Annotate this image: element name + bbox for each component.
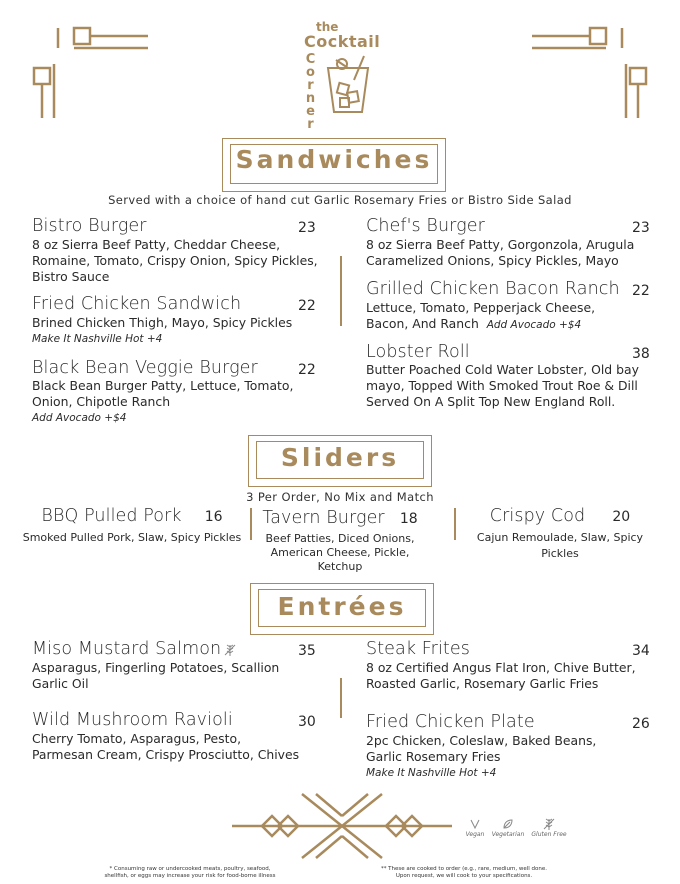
addon-text: Make It Nashville Hot +4 <box>32 333 163 345</box>
item-desc <box>32 315 292 347</box>
desc-line: Roasted Garlic, Rosemary Garlic Fries <box>366 676 599 691</box>
desc-line: 8 oz Sierra Beef Patty, Gorgonzola, Arugula <box>366 237 635 252</box>
gluten-free-icon <box>543 817 555 831</box>
item-name: Fried Chicken Sandwich <box>32 294 242 314</box>
item-desc <box>32 237 318 285</box>
legend-vegan: Vegan <box>465 831 485 838</box>
item-price: 23 <box>632 220 650 236</box>
desc-line: 2pc Chicken, Coleslaw, Baked Beans, <box>366 733 597 748</box>
sandwiches-title: Sandwiches <box>235 145 433 174</box>
desc-line: Garlic Oil <box>32 676 89 691</box>
footer-note-left <box>100 866 280 880</box>
cocktail-glass-icon <box>324 54 372 116</box>
item-desc <box>252 532 428 574</box>
item-desc <box>366 660 636 692</box>
desc-line: Caramelized Onions, Spicy Pickles, Mayo <box>366 253 619 268</box>
item-name: Chef's Burger <box>366 216 485 236</box>
item-price: 18 <box>399 511 418 527</box>
item-price: 16 <box>204 509 223 525</box>
slider-heading <box>252 508 428 528</box>
slider-item <box>460 506 660 562</box>
art-deco-ornament <box>232 792 452 860</box>
desc-line-with-addon <box>366 316 595 333</box>
logo <box>296 20 386 130</box>
item-name: Miso Mustard Salmon <box>32 639 222 659</box>
corner-ornament-right <box>530 20 650 120</box>
slider-divider <box>454 508 456 540</box>
item-price: 35 <box>298 643 316 659</box>
item-price: 22 <box>298 298 316 314</box>
item-price: 38 <box>632 346 650 362</box>
desc-line: 8 oz Sierra Beef Patty, Cheddar Cheese, <box>32 237 281 252</box>
desc-line: Black Bean Burger Patty, Lettuce, Tomato, <box>32 378 294 393</box>
item-desc <box>366 300 595 333</box>
item-desc <box>32 660 279 692</box>
desc-line: Lettuce, Tomato, Pepperjack Cheese, <box>366 300 596 315</box>
item-name: Grilled Chicken Bacon Ranch <box>366 279 620 299</box>
logo-corner-text: Corner <box>303 52 318 130</box>
item-price: 23 <box>298 220 316 236</box>
gluten-free-icon <box>224 643 236 657</box>
addon-text: Add Avocado +$4 <box>32 412 127 424</box>
item-price: 26 <box>632 716 650 732</box>
desc-line: Garlic Rosemary Fries <box>366 749 501 764</box>
slider-item <box>22 506 242 546</box>
desc-line: Brined Chicken Thigh, Mayo, Spicy Pickles <box>32 315 293 330</box>
entrees-title: Entrées <box>277 592 407 621</box>
vegan-icon <box>469 818 481 830</box>
item-price: 22 <box>298 362 316 378</box>
item-name: Black Bean Veggie Burger <box>32 358 258 378</box>
item-name: BBQ Pulled Pork <box>41 506 182 526</box>
slider-heading <box>460 506 660 526</box>
desc-line: mayo, Topped With Smoked Trout Roe & Dill <box>366 378 638 393</box>
legend-vegetarian: Vegetarian <box>491 831 525 838</box>
sandwiches-subtitle: Served with a choice of hand cut Garlic Rosemary Fries or Bistro Side Salad <box>108 193 572 207</box>
item-name: Steak Frites <box>366 639 470 659</box>
item-price: 22 <box>632 283 650 299</box>
desc-line: Bacon, And Ranch <box>366 316 479 331</box>
item-name: Crispy Cod <box>489 506 586 526</box>
item-price: 30 <box>298 714 316 730</box>
legend-gluten-free: Gluten Free <box>531 831 567 838</box>
footer-note-right <box>374 866 554 880</box>
logo-corner <box>304 52 316 133</box>
item-name: Lobster Roll <box>366 342 470 362</box>
slider-heading <box>22 506 242 526</box>
item-name: Tavern Burger <box>262 508 385 528</box>
column-divider <box>340 678 342 718</box>
footer-line: Upon request, we will cook to your specifications. <box>395 873 533 879</box>
desc-line: 8 oz Certified Angus Flat Iron, Chive Butter, <box>366 660 636 675</box>
footer-line: * Consuming raw or undercooked meats, poultry, seafood, <box>109 866 271 872</box>
desc-line: Parmesan Cream, Crispy Prosciutto, Chives <box>32 747 300 762</box>
column-divider <box>340 256 342 326</box>
item-name: Fried Chicken Plate <box>366 712 535 732</box>
item-desc <box>366 237 634 269</box>
desc-line: Onion, Chipotle Ranch <box>32 394 171 409</box>
sliders-subtitle: 3 Per Order, No Mix and Match <box>246 490 434 504</box>
addon-text: Make It Nashville Hot +4 <box>366 767 497 779</box>
item-price: 20 <box>612 509 631 525</box>
item-desc <box>32 378 293 426</box>
item-desc <box>32 731 299 763</box>
slider-item <box>252 508 428 574</box>
desc-line: Bistro Sauce <box>32 269 110 284</box>
desc-line: Cherry Tomato, Asparagus, Pesto, <box>32 731 242 746</box>
item-desc <box>366 362 639 410</box>
desc-line: American Cheese, Pickle, Ketchup <box>270 546 410 573</box>
logo-the: the <box>316 20 339 34</box>
desc-line: Asparagus, Fingerling Potatoes, Scallion <box>32 660 280 675</box>
item-desc: Cajun Remoulade, Slaw, Spicy Pickles <box>476 531 644 560</box>
vegetarian-icon <box>502 818 514 830</box>
sliders-title: Sliders <box>280 443 400 472</box>
footer-line: ** These are cooked to order (e.g., rare, medium, well done. <box>380 866 548 872</box>
footer-line: shellfish, or eggs may increase your risk for food-borne illness <box>104 873 276 879</box>
desc-line: Served On A Split Top New England Roll. <box>366 394 616 409</box>
corner-ornament-left <box>30 20 150 120</box>
item-desc: Smoked Pulled Pork, Slaw, Spicy Pickles <box>22 531 242 544</box>
addon-text: Add Avocado +$4 <box>486 319 582 331</box>
desc-line: Romaine, Tomato, Crispy Onion, Spicy Pickles, <box>32 253 318 268</box>
desc-line: Butter Poached Cold Water Lobster, Old bay <box>366 362 639 377</box>
item-name: Wild Mushroom Ravioli <box>32 710 233 730</box>
desc-line: Beef Patties, Diced Onions, <box>265 532 415 545</box>
item-price: 34 <box>632 643 650 659</box>
item-desc <box>366 733 596 781</box>
logo-cocktail: Cocktail <box>304 32 381 51</box>
item-name: Bistro Burger <box>32 216 147 236</box>
